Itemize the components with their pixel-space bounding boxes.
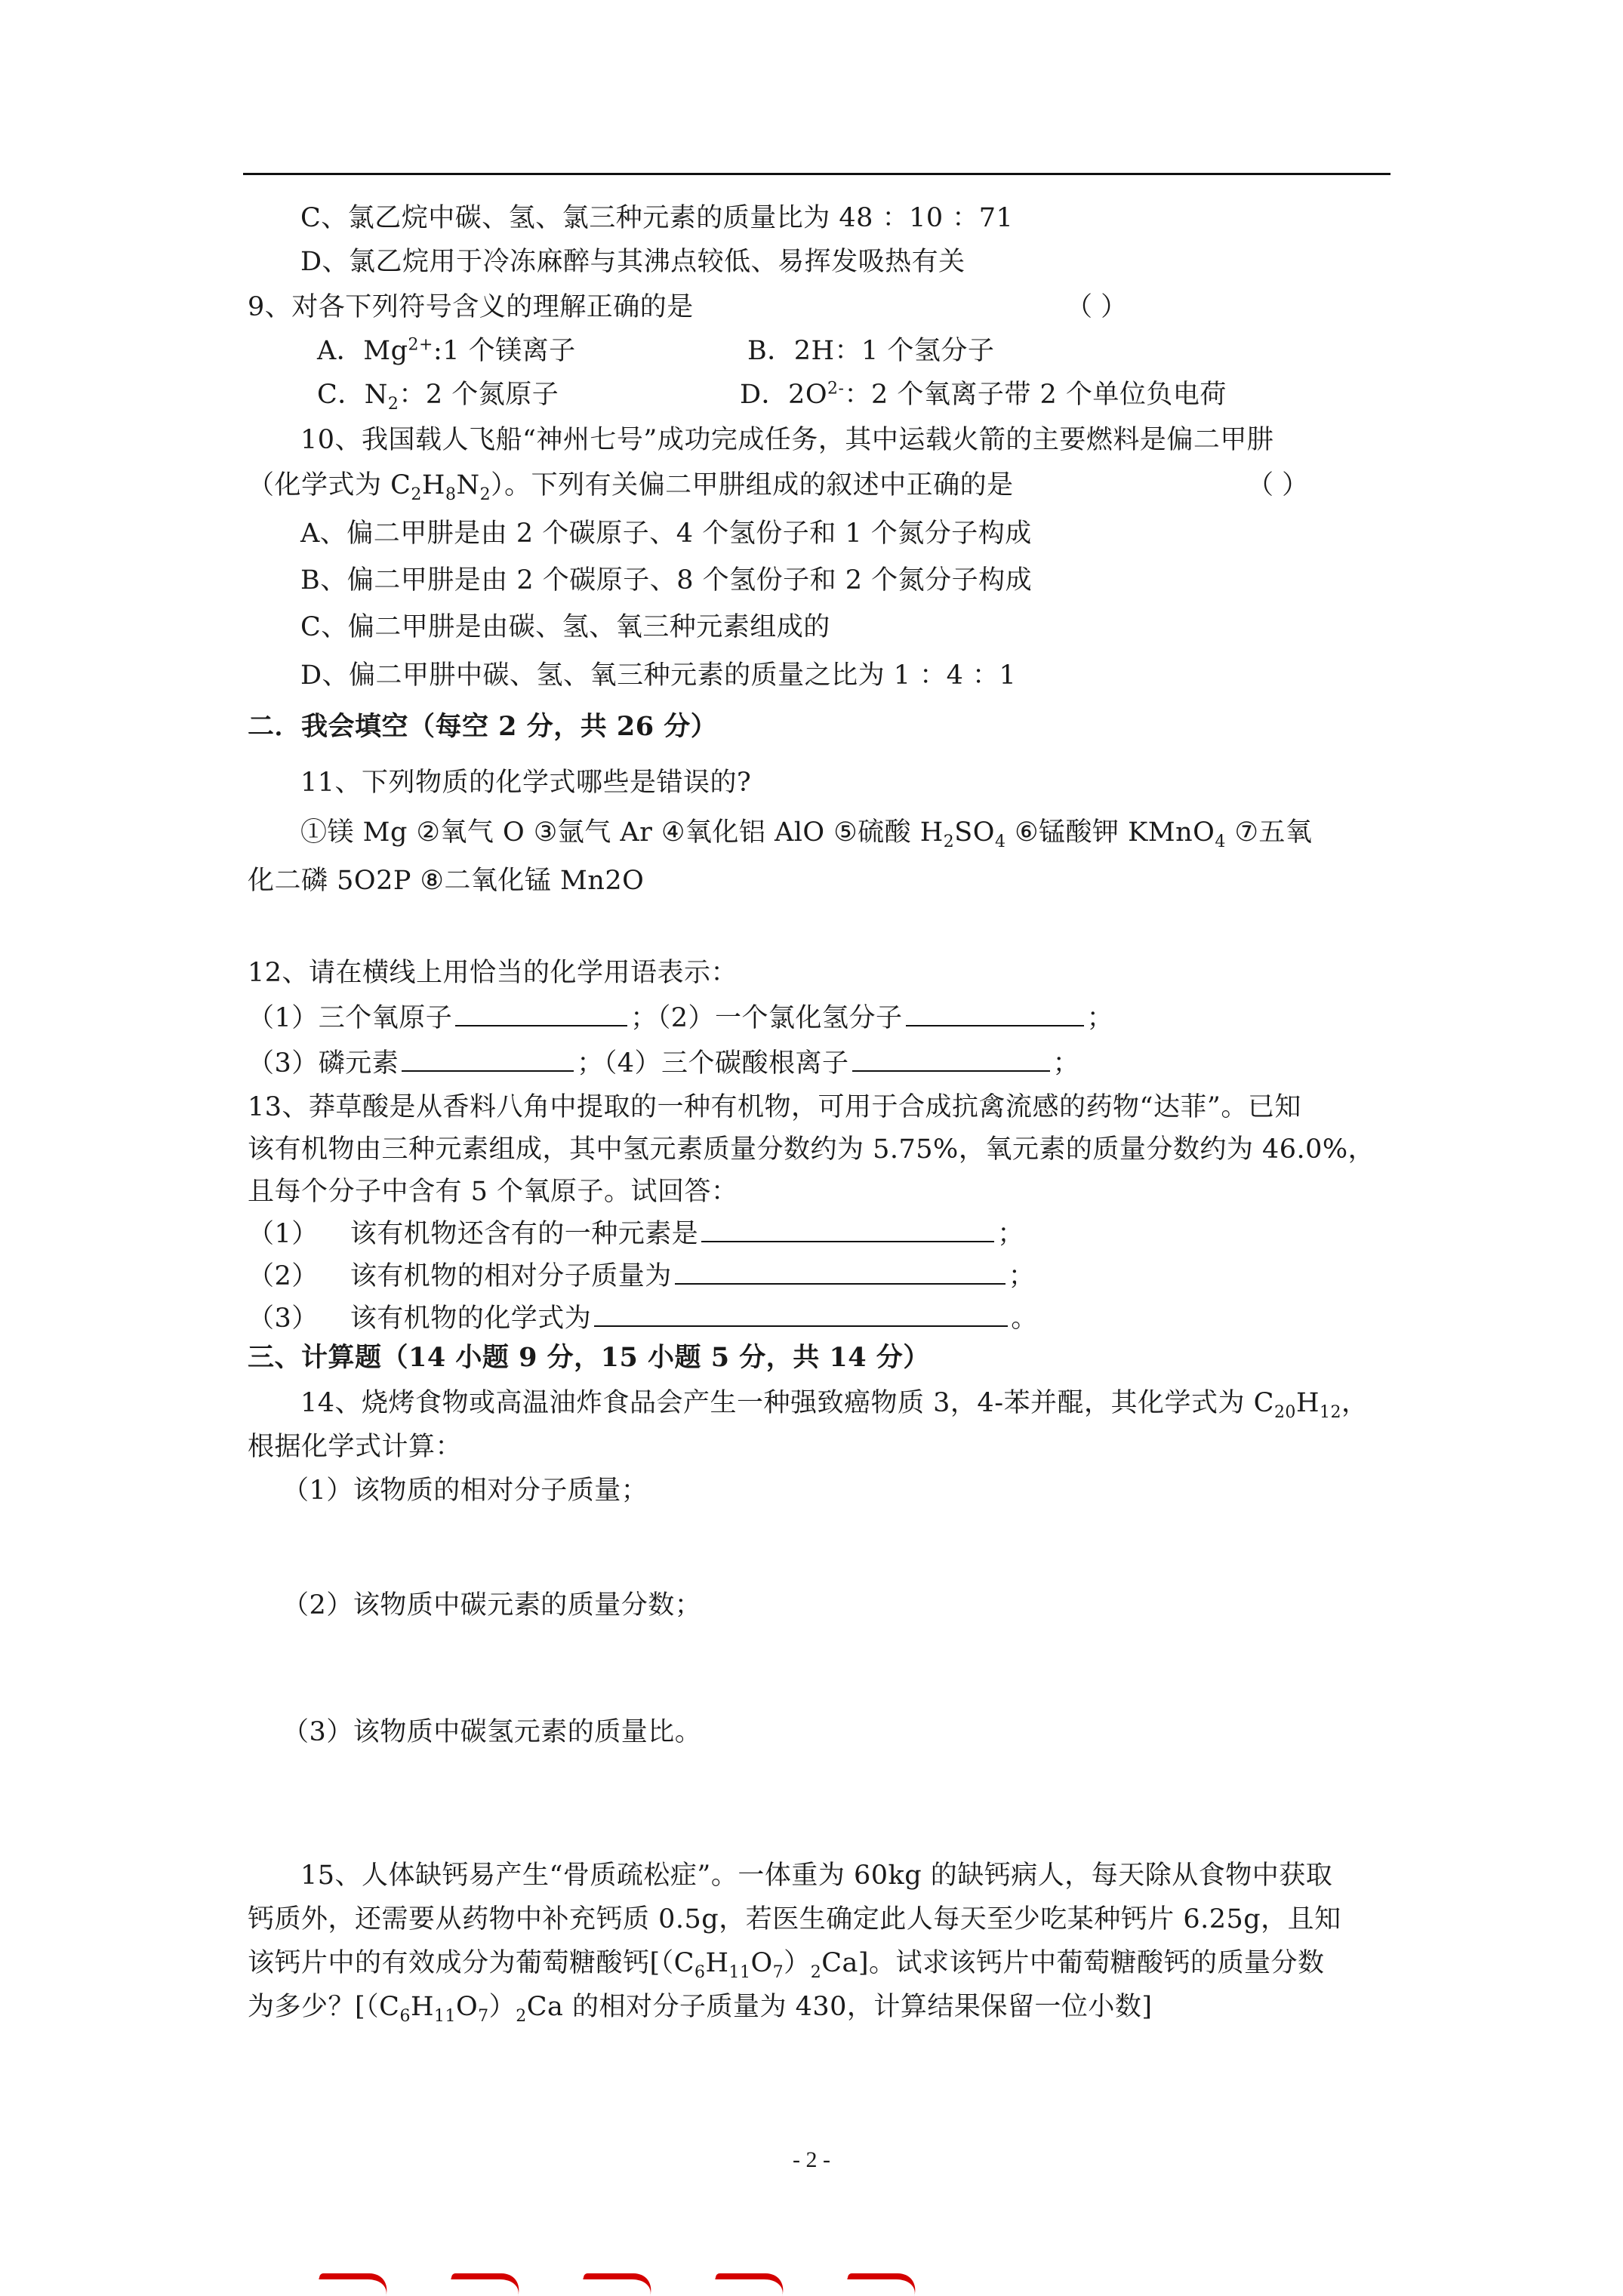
q10-answer-bracket: （ ）	[1247, 470, 1309, 500]
q13-line2: 该有机物由三种元素组成，其中氢元素质量分数约为 5.75%，氧元素的质量分数约为 46.0%，	[248, 1134, 1375, 1165]
page-number: - 2 -	[793, 2147, 830, 2172]
q15-line4: 为多少？[$(C_6H_{11}O_7)_2Ca$ 的相对分子质量为 430，计算结果保留一位小数]	[248, 1992, 1153, 2026]
q14-part2: （2）该物质中碳元素的质量分数；	[282, 1590, 702, 1620]
q15-line3: 该钙片中的有效成分为葡萄糖酸钙$[(C_6H_{11}O_7)_2Ca]$。试求该钙片中葡萄糖酸钙的质量分数	[248, 1948, 1325, 1982]
q10-option-c: C、偏二甲肼是由碳、氢、氧三种元素组成的	[300, 612, 830, 642]
q13-sub3: （3） 该有机物的化学式为 。	[248, 1303, 1038, 1334]
header-rule	[243, 173, 1390, 175]
q14-part3: （3）该物质中碳氢元素的质量比。	[282, 1717, 702, 1747]
section-3-heading: 三、计算题（14 小题 9 分，15 小题 5 分，共 14 分）	[248, 1342, 930, 1373]
q13-sub2: （2） 该有机物的相对分子质量为 ；	[248, 1261, 1036, 1291]
cut-off-red-text-decoration	[317, 2273, 996, 2296]
q10-option-d: D、偏二甲肼中碳、氢、氧三种元素的质量之比为 1 ：4 ：1	[300, 660, 1017, 691]
q14-part1: （1）该物质的相对分子质量；	[282, 1476, 648, 1506]
q12-line1: （1）三个氧原子 ；（2）一个氯化氢分子 ；	[248, 1003, 1114, 1033]
q15-line1: 15、人体缺钙易产生“骨质疏松症”。一体重为 60kg 的缺钙病人，每天除从食物中获取	[300, 1860, 1333, 1891]
q9-answer-bracket: （ ）	[1066, 292, 1128, 322]
q12-stem: 12、请在横线上用恰当的化学用语表示：	[248, 958, 738, 988]
q13-blank-3[interactable]	[594, 1303, 1008, 1327]
q11-stem: 11、下列物质的化学式哪些是错误的?	[300, 768, 752, 798]
q13-blank-1[interactable]	[701, 1218, 994, 1242]
q12-blank-4[interactable]	[852, 1048, 1050, 1072]
q8-option-d: D、氯乙烷用于冷冻麻醉与其沸点较低、易挥发吸热有关	[300, 247, 965, 277]
q9-option-a: A．$Mg^{2+}:1$ 个镁离子	[317, 335, 576, 366]
q9-stem: 9、对各下列符号含义的理解正确的是	[248, 292, 694, 322]
q8-option-c: C、氯乙烷中碳、氢、氯三种元素的质量比为 48 ：10 ：71	[300, 203, 1014, 233]
q12-blank-3[interactable]	[402, 1048, 574, 1072]
q12-blank-1[interactable]	[455, 1002, 627, 1026]
q14-line2: 根据化学式计算：	[248, 1432, 463, 1462]
q13-sub1: （1） 该有机物还含有的一种元素是 ；	[248, 1219, 1024, 1249]
q9-option-b: B．2H：1 个氢分子	[747, 336, 995, 366]
q13-blank-2[interactable]	[675, 1260, 1006, 1285]
q11-items-line2: 化二磷 5O2P ⑧二氧化锰 Mn2O	[248, 866, 645, 896]
q14-line1: 14、烧烤食物或高温油炸食品会产生一种强致癌物质 3，4-苯并醌，其化学式为 $C_{20}H_{12}$，	[300, 1388, 1369, 1422]
q9-option-d: D．$2O^{2-}$：2 个氧离子带 2 个单位负电荷	[740, 379, 1227, 410]
q10-option-a: A、偏二甲肼是由 2 个碳原子、4 个氢份子和 1 个氮分子构成	[300, 519, 1032, 549]
section-2-heading: 二．我会填空（每空 2 分，共 26 分）	[248, 711, 718, 742]
q9-option-c: C．$N_2$：2 个氮原子	[317, 380, 559, 414]
q13-line1: 13、莽草酸是从香料八角中提取的一种有机物，可用于合成抗禽流感的药物“达菲”。已知	[248, 1092, 1301, 1122]
q12-blank-2[interactable]	[906, 1002, 1084, 1026]
q11-items-line1: ①镁 Mg ②氧气 O ③氩气 Ar ④氧化铝 AlO ⑤硫酸 $H_2SO_4$ ⑥锰酸钾 KMnO$_4$ ⑦五氧	[300, 817, 1313, 851]
q15-line2: 钙质外，还需要从药物中补充钙质 0.5g，若医生确定此人每天至少吃某种钙片 6.25g，且知	[248, 1904, 1341, 1934]
q13-line3: 且每个分子中含有 5 个氧原子。试回答：	[248, 1177, 738, 1207]
q10-stem-line2: （化学式为 $C_2H_8N_2$）。下列有关偏二甲肼组成的叙述中正确的是	[248, 470, 1014, 504]
q12-line2: （3）磷元素 ；（4）三个碳酸根离子 ；	[248, 1048, 1080, 1079]
q10-option-b: B、偏二甲肼是由 2 个碳原子、8 个氢份子和 2 个氮分子构成	[300, 565, 1033, 596]
q10-stem-line1: 10、我国载人飞船“神州七号”成功完成任务，其中运载火箭的主要燃料是偏二甲肼	[300, 425, 1274, 455]
